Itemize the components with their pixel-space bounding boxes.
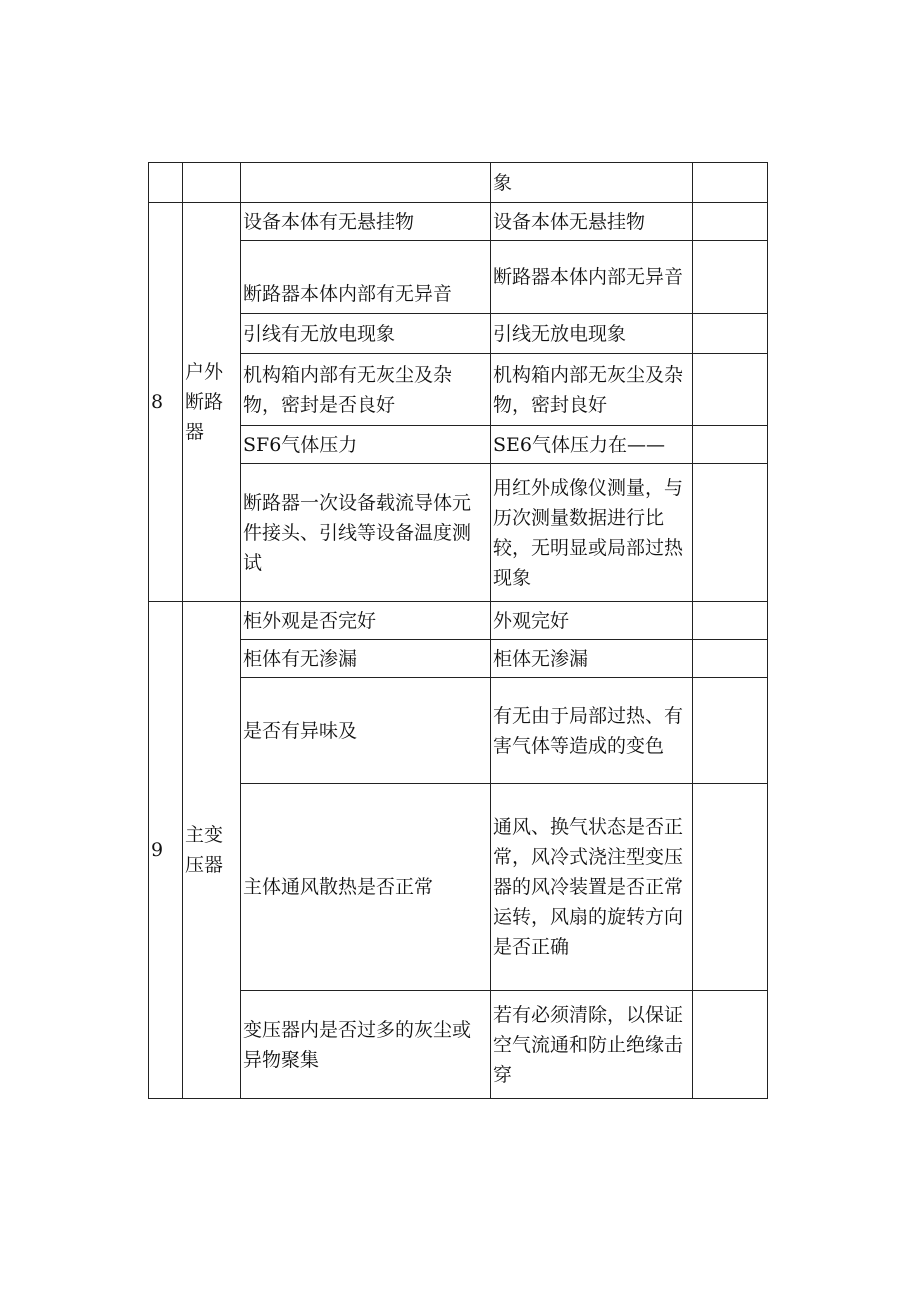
table-row <box>149 426 768 464</box>
cell-standard: 机构箱内部无灰尘及杂物，密封良好 <box>491 354 693 426</box>
cell-item: 断路器本体内部有无异音 <box>241 241 491 314</box>
group-device: 主变压器 <box>183 602 241 1099</box>
cell-remark <box>693 678 768 784</box>
cell-remark <box>693 354 768 426</box>
cell-remark <box>693 163 768 203</box>
cell-standard: SE6气体压力在—— <box>491 426 693 464</box>
cell-standard: 引线无放电现象 <box>491 314 693 354</box>
cell-standard: 柜体无渗漏 <box>491 640 693 678</box>
cell-standard: 用红外成像仪测量，与历次测量数据进行比较，无明显或局部过热现象 <box>491 464 693 602</box>
cell-remark <box>693 314 768 354</box>
cell-item: 断路器一次设备载流导体元件接头、引线等设备温度测试 <box>241 464 491 602</box>
cell-remark <box>693 241 768 314</box>
cell-remark <box>693 640 768 678</box>
cell-item: 设备本体有无悬挂物 <box>241 203 491 241</box>
cell-remark <box>693 464 768 602</box>
cell-standard: 断路器本体内部无异音 <box>491 241 693 314</box>
cell-remark <box>693 602 768 640</box>
table-row <box>149 464 768 602</box>
cell-standard: 若有必须清除，以保证空气流通和防止绝缘击穿 <box>491 991 693 1099</box>
cell-item: SF6气体压力 <box>241 426 491 464</box>
table-row <box>149 314 768 354</box>
table-row <box>149 602 768 640</box>
cell-item: 机构箱内部有无灰尘及杂物，密封是否良好 <box>241 354 491 426</box>
table-row <box>149 991 768 1099</box>
cell-item: 是否有异味及 <box>241 678 491 784</box>
cell-standard: 象 <box>491 163 693 203</box>
cell-item: 引线有无放电现象 <box>241 314 491 354</box>
group-number: 8 <box>149 203 183 602</box>
group-device: 户外断路器 <box>183 203 241 602</box>
cell-standard: 外观完好 <box>491 602 693 640</box>
cell-remark <box>693 203 768 241</box>
cell-item: 柜外观是否完好 <box>241 602 491 640</box>
table-row <box>149 241 768 314</box>
table-row <box>149 678 768 784</box>
cell-standard: 通风、换气状态是否正常，风冷式浇注型变压器的风冷装置是否正常运转，风扇的旋转方向是否正确 <box>491 784 693 991</box>
inspection-table <box>148 162 768 1099</box>
group-number: 9 <box>149 602 183 1099</box>
cell-number <box>149 163 183 203</box>
cell-device <box>183 163 241 203</box>
table-row <box>149 640 768 678</box>
cell-item: 主体通风散热是否正常 <box>241 784 491 991</box>
table-row-continuation <box>149 163 768 203</box>
cell-remark <box>693 426 768 464</box>
cell-standard: 设备本体无悬挂物 <box>491 203 693 241</box>
table-row <box>149 354 768 426</box>
table-row <box>149 784 768 991</box>
table-row <box>149 203 768 241</box>
cell-item <box>241 163 491 203</box>
cell-item: 柜体有无渗漏 <box>241 640 491 678</box>
cell-standard: 有无由于局部过热、有害气体等造成的变色 <box>491 678 693 784</box>
cell-remark <box>693 784 768 991</box>
cell-remark <box>693 991 768 1099</box>
cell-item: 变压器内是否过多的灰尘或异物聚集 <box>241 991 491 1099</box>
